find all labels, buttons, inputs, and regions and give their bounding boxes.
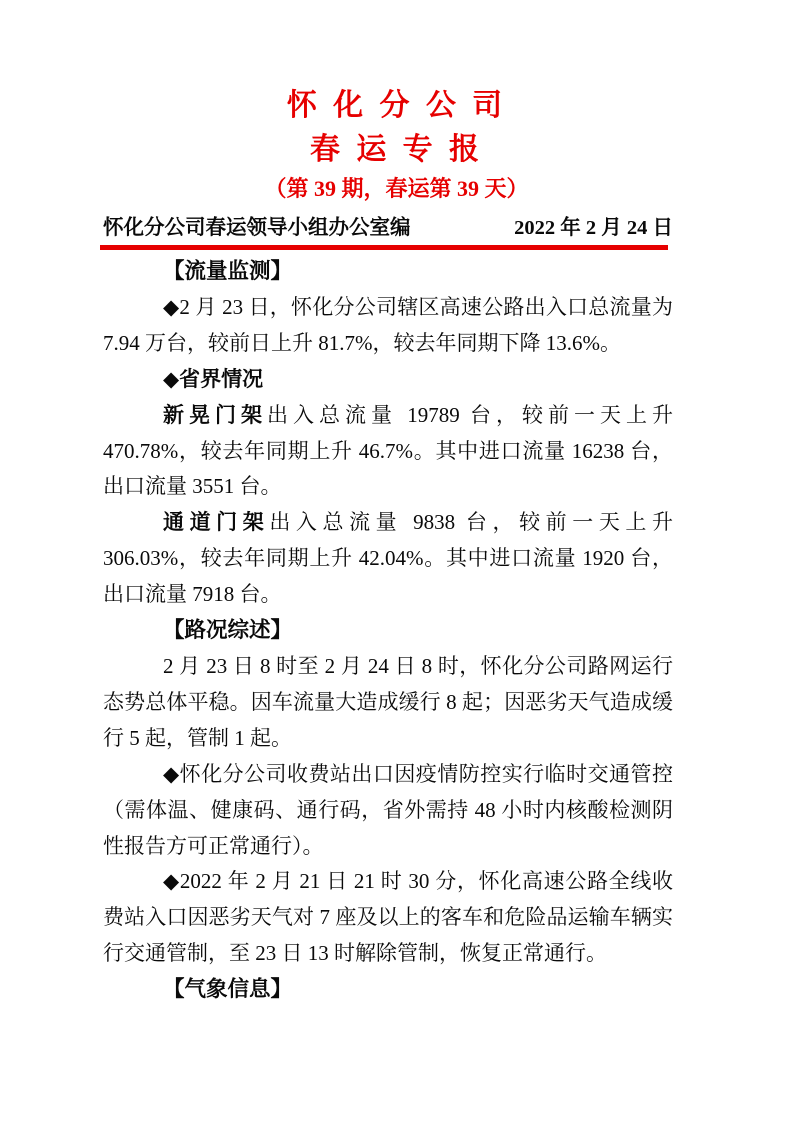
para-xinhuang-gantry xyxy=(103,398,673,506)
section-heading-weather-info: 【气象信息】 xyxy=(163,977,293,1002)
subhead-provincial-border: ◆省界情况 xyxy=(163,367,264,391)
masthead-row xyxy=(103,217,673,239)
tongdao-gantry-label: 通道门架 xyxy=(163,511,270,535)
para-tongdao-gantry xyxy=(103,505,673,613)
section-heading-road-conditions: 【路况综述】 xyxy=(163,618,293,643)
report-body xyxy=(103,254,673,1008)
para-network-overview: 2 月 23 日 8 时至 2 月 24 日 8 时，怀化分公司路网运行态势总体平稳。因车流量大造成缓行 8 起；因恶劣天气造成缓行 5 起，管制 1 起。 xyxy=(103,653,673,750)
publish-date: 2022 年 2 月 24 日 xyxy=(514,217,673,239)
editor-credit: 怀化分公司春运领导小组办公室编 xyxy=(103,217,411,239)
issue-number-line: （第 39 期，春运第 39 天） xyxy=(264,176,529,201)
para-weather-traffic-control: ◆2022 年 2 月 21 日 21 时 30 分，怀化高速公路全线收费站入口因恶劣天气对 7 座及以上的客车和危险品运输车辆实行交通管制，至 23 日 13 时解除管制，恢复正常通行。 xyxy=(103,869,673,966)
report-title-line2: 春 运 专 报 xyxy=(309,133,483,166)
report-header xyxy=(0,90,793,201)
para-daily-total-flow: ◆2 月 23 日，怀化分公司辖区高速公路出入口总流量为 7.94 万台，较前日上升 81.7%，较去年同期下降 13.6%。 xyxy=(103,294,673,355)
red-divider-rule xyxy=(100,245,668,250)
report-title-line1: 怀 化 分 公 司 xyxy=(286,89,507,122)
xinhuang-gantry-stats: 出入总流量 19789 台，较前一天上升 470.78%，较去年同期上升 46.7%。其中进口流量 16238 台，出口流量 3551 台。 xyxy=(103,402,673,499)
para-epidemic-traffic-control: ◆怀化分公司收费站出口因疫情防控实行临时交通管控（需体温、健康码、通行码，省外需持 48 小时内核酸检测阴性报告方可正常通行）。 xyxy=(103,761,673,858)
section-heading-flow-monitoring: 【流量监测】 xyxy=(163,259,293,283)
xinhuang-gantry-label: 新晃门架 xyxy=(163,403,267,427)
tongdao-gantry-stats: 出入总流量 9838 台，较前一天上升 306.03%，较去年同期上升 42.04%。其中进口流量 1920 台，出口流量 7918 台。 xyxy=(103,510,674,607)
